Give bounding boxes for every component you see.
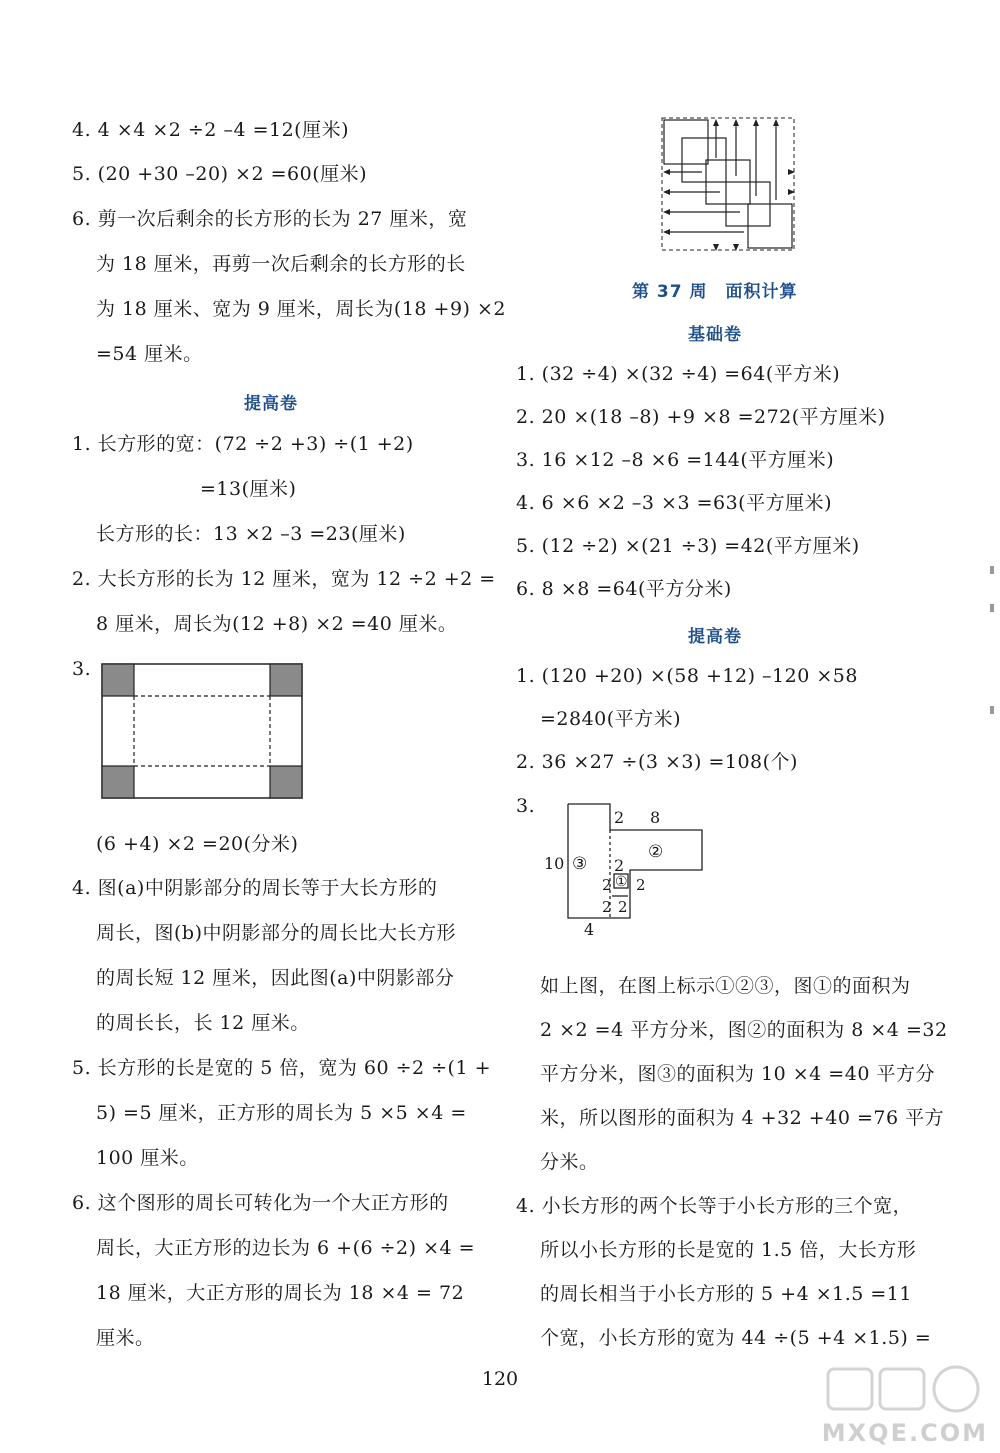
- answer-line: =13(厘米): [200, 478, 297, 500]
- region-label: ①: [615, 874, 628, 890]
- answer-line: 6. 剪一次后剩余的长方形的长为 27 厘米，宽: [72, 208, 468, 230]
- dim-label: 4: [584, 920, 595, 939]
- week-title: 第 37 周 面积计算: [632, 282, 798, 302]
- answer-line: =54 厘米。: [96, 343, 203, 365]
- page-number: 120: [481, 1368, 519, 1390]
- answer-line: 3. 16 ×12 –8 ×6 =144(平方厘米): [516, 449, 835, 471]
- region-label: ③: [572, 854, 588, 874]
- answer-line: 6. 8 ×8 =64(平方分米): [516, 578, 732, 600]
- answer-line: 分米。: [540, 1151, 599, 1173]
- answer-line: 3.: [72, 658, 92, 680]
- watermark-text: MXQE.COM: [821, 1419, 988, 1447]
- answer-line: 4. 6 ×6 ×2 –3 ×3 =63(平方厘米): [516, 492, 832, 514]
- answer-line: 为 18 厘米，再剪一次后剩余的长方形的长: [96, 253, 466, 275]
- answer-line: 的周长短 12 厘米，因此图(a)中阴影部分: [96, 967, 455, 989]
- answer-line: 8 厘米，周长为(12 +8) ×2 =40 厘米。: [96, 613, 458, 635]
- section-heading: 提高卷: [688, 627, 742, 647]
- dim-label: 2: [614, 856, 625, 875]
- shaded-corner: [102, 766, 134, 798]
- box-net-figure: [100, 662, 304, 800]
- dim-label: 2: [618, 898, 628, 916]
- edge-mark: [990, 604, 994, 612]
- answer-line: 1. (32 ÷4) ×(32 ÷4) =64(平方米): [516, 363, 841, 385]
- dim-label: 8: [650, 808, 661, 827]
- answer-line: 周长，图(b)中阴影部分的周长比大长方形: [96, 922, 456, 944]
- answer-line: 4. 图(a)中阴影部分的周长等于大长方形的: [72, 877, 438, 899]
- answer-line: 3.: [516, 795, 536, 817]
- answer-line: 的周长长，长 12 厘米。: [96, 1012, 310, 1034]
- answer-line: 5. 长方形的长是宽的 5 倍，宽为 60 ÷2 ÷(1 +: [72, 1057, 492, 1079]
- shaded-corner: [102, 664, 134, 696]
- answer-line: 的周长相当于小长方形的 5 +4 ×1.5 =11: [540, 1283, 912, 1305]
- answer-line: 厘米。: [96, 1327, 155, 1349]
- answer-line: 米，所以图形的面积为 4 +32 +40 =76 平方: [540, 1107, 945, 1129]
- dim-label: 2: [636, 876, 646, 894]
- answer-line: 2. 大长方形的长为 12 厘米，宽为 12 ÷2 +2 =: [72, 568, 496, 590]
- dim-label: 10: [544, 854, 565, 873]
- answer-line: 周长，大正方形的边长为 6 +(6 ÷2) ×4 =: [96, 1237, 476, 1259]
- edge-mark: [990, 706, 994, 714]
- dim-label: 2: [614, 808, 625, 827]
- answer-line: 2 ×2 =4 平方分米，图②的面积为 8 ×4 =32: [540, 1019, 948, 1041]
- answer-line: 个宽，小长方形的宽为 44 ÷(5 +4 ×1.5) =: [540, 1327, 932, 1349]
- answer-line: 长方形的长：13 ×2 –3 =23(厘米): [96, 523, 406, 545]
- answer-line: 2. 20 ×(18 –8) +9 ×8 =272(平方厘米): [516, 406, 886, 428]
- answer-line: (6 +4) ×2 =20(分米): [96, 833, 299, 855]
- dim-label: 2: [602, 876, 612, 894]
- section-heading: 提高卷: [244, 394, 298, 414]
- shaded-corner: [270, 766, 302, 798]
- edge-mark: [990, 566, 994, 574]
- answer-line: =2840(平方米): [540, 708, 682, 730]
- l-shape-figure: [540, 800, 710, 940]
- answer-line: 2. 36 ×27 ÷(3 ×3) =108(个): [516, 751, 798, 773]
- dim-label: 2: [602, 898, 612, 916]
- answer-line: 如上图，在图上标示①②③，图①的面积为: [540, 975, 911, 997]
- answer-line: 1. (120 +20) ×(58 +12) –120 ×58: [516, 665, 858, 687]
- answer-line: 平方分米，图③的面积为 10 ×4 =40 平方分: [540, 1063, 935, 1085]
- answer-line: 5) =5 厘米，正方形的周长为 5 ×5 ×4 =: [96, 1102, 467, 1124]
- overlapping-squares-figure: [660, 116, 798, 254]
- region-label: ②: [648, 842, 664, 862]
- answer-line: 5. (12 ÷2) ×(21 ÷3) =42(平方厘米): [516, 535, 860, 557]
- answer-line: 为 18 厘米、宽为 9 厘米，周长为(18 +9) ×2: [96, 298, 507, 320]
- answer-line: 5. (20 +30 –20) ×2 =60(厘米): [72, 163, 368, 185]
- answer-line: 4. 小长方形的两个长等于小长方形的三个宽，: [516, 1195, 913, 1217]
- answer-line: 1. 长方形的宽：(72 ÷2 +3) ÷(1 +2): [72, 433, 414, 455]
- answer-line: 100 厘米。: [96, 1147, 199, 1169]
- shaded-corner: [270, 664, 302, 696]
- answer-line: 所以小长方形的长是宽的 1.5 倍，大长方形: [540, 1239, 917, 1261]
- answer-line: 4. 4 ×4 ×2 ÷2 –4 =12(厘米): [72, 119, 349, 141]
- answer-line: 18 厘米，大正方形的周长为 18 ×4 = 72: [96, 1282, 465, 1304]
- section-heading: 基础卷: [688, 325, 742, 345]
- answer-line: 6. 这个图形的周长可转化为一个大正方形的: [72, 1192, 449, 1214]
